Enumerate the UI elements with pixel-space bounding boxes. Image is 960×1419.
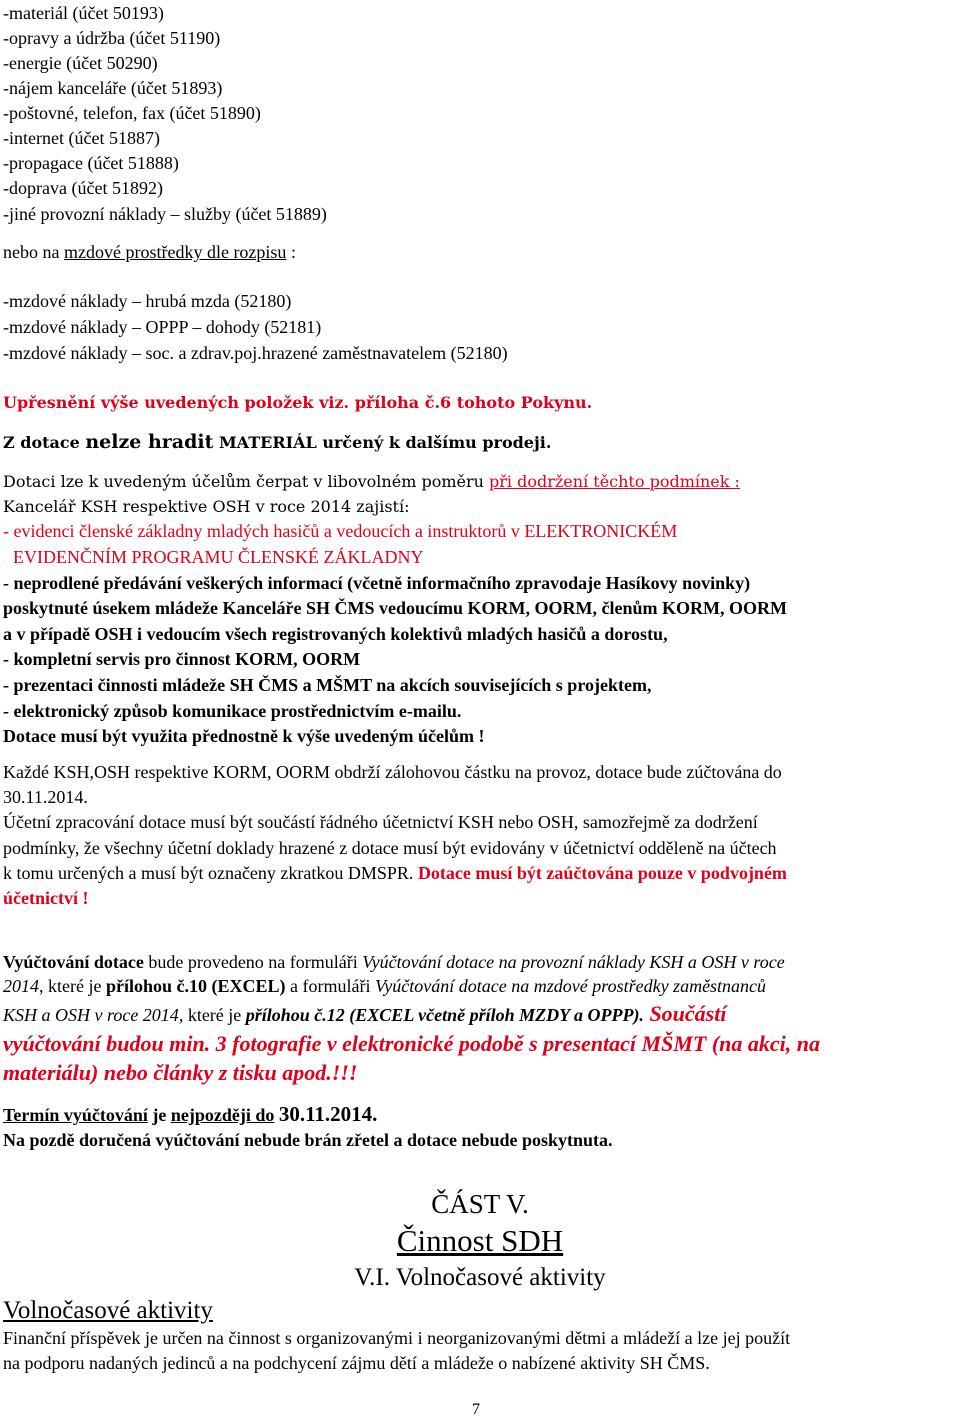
deadline: Termín vyúčtování je nejpozději do 30.11.2014. <box>3 1102 378 1126</box>
evidence-line: - evidenci členské základny mladých hasičů a vedoucích a instruktorů v ELEKTRONICKÉM <box>3 521 678 541</box>
cost-item: -nájem kanceláře (účet 51893) <box>3 78 223 98</box>
cost-item: -jiné provozní náklady – služby (účet 51889) <box>3 204 327 224</box>
advance-text: 30.11.2014. <box>3 787 88 807</box>
obligation-line: - neprodlené předávání veškerých informací (včetně informačního zpravodaje Hasíkovy novinky) <box>3 573 751 593</box>
cost-item: -propagace (účet 51888) <box>3 153 179 173</box>
cost-item: -materiál (účet 50193) <box>3 3 164 23</box>
obligation-line: Dotace musí být využita přednostně k výše uvedeným účelům ! <box>3 726 485 746</box>
material-note: Z dotace nelze hradit MATERIÁL určený k dalšímu prodeji. <box>3 431 552 453</box>
accounting-text: k tomu určených a musí být označeny zkratkou DMSPR. Dotace musí být zaúčtována pouze v podvojném <box>3 863 787 883</box>
cost-item: -poštovné, telefon, fax (účet 51890) <box>3 103 261 123</box>
cost-item: -internet (účet 51887) <box>3 128 160 148</box>
obligation-line: - kompletní servis pro činnost KORM, OORM <box>3 649 361 669</box>
obligation-line: - prezentaci činnosti mládeže SH ČMS a MŠMT na akcích souvisejících s projektem, <box>3 675 652 695</box>
obligation-line: a v případě OSH i vedoucím všech registrovaných kolektivů mladých hasičů a dorostu, <box>3 624 668 644</box>
cost-item: -energie (účet 50290) <box>3 53 158 73</box>
accounting-text: účetnictví ! <box>3 888 89 908</box>
wage-item: -mzdové náklady – OPPP – dohody (52181) <box>3 317 322 337</box>
wage-item: -mzdové náklady – soc. a zdrav.poj.hrazené zaměstnavatelem (52180) <box>3 343 508 363</box>
settlement-text: KSH a OSH v roce 2014, které je přílohou č.12 (EXCEL včetně příloh MZDY a OPPP). Součástí <box>3 1001 727 1026</box>
conditions-intro: Dotaci lze k uvedeným účelům čerpat v libovolném poměru při dodržení těchto podmínek : <box>3 472 740 491</box>
leisure-text: na podporu nadaných jedinců a na podchycení zájmu dětí a mládeže o nabízené aktivity SH ČMS. <box>3 1353 710 1373</box>
settlement-text: materiálu) nebo články z tisku apod.!!! <box>3 1060 358 1085</box>
wage-item: -mzdové náklady – hrubá mzda (52180) <box>3 291 292 311</box>
settlement-text: vyúčtování budou min. 3 fotografie v elektronické podobě s presentací MŠMT (na akci, na <box>3 1031 821 1056</box>
office-line: Kancelář KSH respektive OSH v roce 2014 zajistí: <box>3 497 410 516</box>
leisure-heading: Volnočasové aktivity <box>3 1297 213 1324</box>
settlement-text: 2014, které je přílohou č.10 (EXCEL) a formuláři Vyúčtování dotace na mzdové prostředky zaměstnanců <box>3 976 767 996</box>
cost-item: -doprava (účet 51892) <box>3 178 163 198</box>
accounting-text: Účetní zpracování dotace musí být součástí řádného účetnictví KSH nebo OSH, samozřejmě za dodržení <box>3 812 758 832</box>
late-note: Na pozdě doručená vyúčtování nebude brán zřetel a dotace nebude poskytnuta. <box>3 1130 613 1150</box>
page-number: 7 <box>472 1401 480 1418</box>
wages-intro: nebo na mzdové prostředky dle rozpisu : <box>3 242 296 262</box>
section-part: ČÁST V. <box>431 1189 529 1219</box>
accounting-text: podmínky, že všechny účetní doklady hrazené z dotace musí být evidovány v účetnictví odděleně na účtech <box>3 838 777 858</box>
obligation-line: - elektronický způsob komunikace prostřednictvím e-mailu. <box>3 701 462 721</box>
attachment-note: Upřesnění výše uvedených položek viz. příloha č.6 tohoto Pokynu. <box>3 393 593 412</box>
section-title: Činnost SDH <box>396 1223 564 1258</box>
section-subtitle: V.I. Volnočasové aktivity <box>354 1264 606 1291</box>
leisure-text: Finanční příspěvek je určen na činnost s organizovanými i neorganizovanými dětmi a mládeží a lze jej použít <box>3 1328 791 1348</box>
settlement-text: Vyúčtování dotace bude provedeno na formuláři Vyúčtování dotace na provozní náklady KSH a OSH v roce <box>3 952 785 972</box>
obligation-line: poskytnuté úsekem mládeže Kanceláře SH ČMS vedoucímu KORM, OORM, členům KORM, OORM <box>3 598 787 618</box>
cost-item: -opravy a údržba (účet 51190) <box>3 28 221 48</box>
evidence-line: EVIDENČNÍM PROGRAMU ČLENSKÉ ZÁKLADNY <box>13 547 424 567</box>
advance-text: Každé KSH,OSH respektive KORM, OORM obdrží zálohovou částku na provoz, dotace bude zúčtována do <box>3 762 782 782</box>
